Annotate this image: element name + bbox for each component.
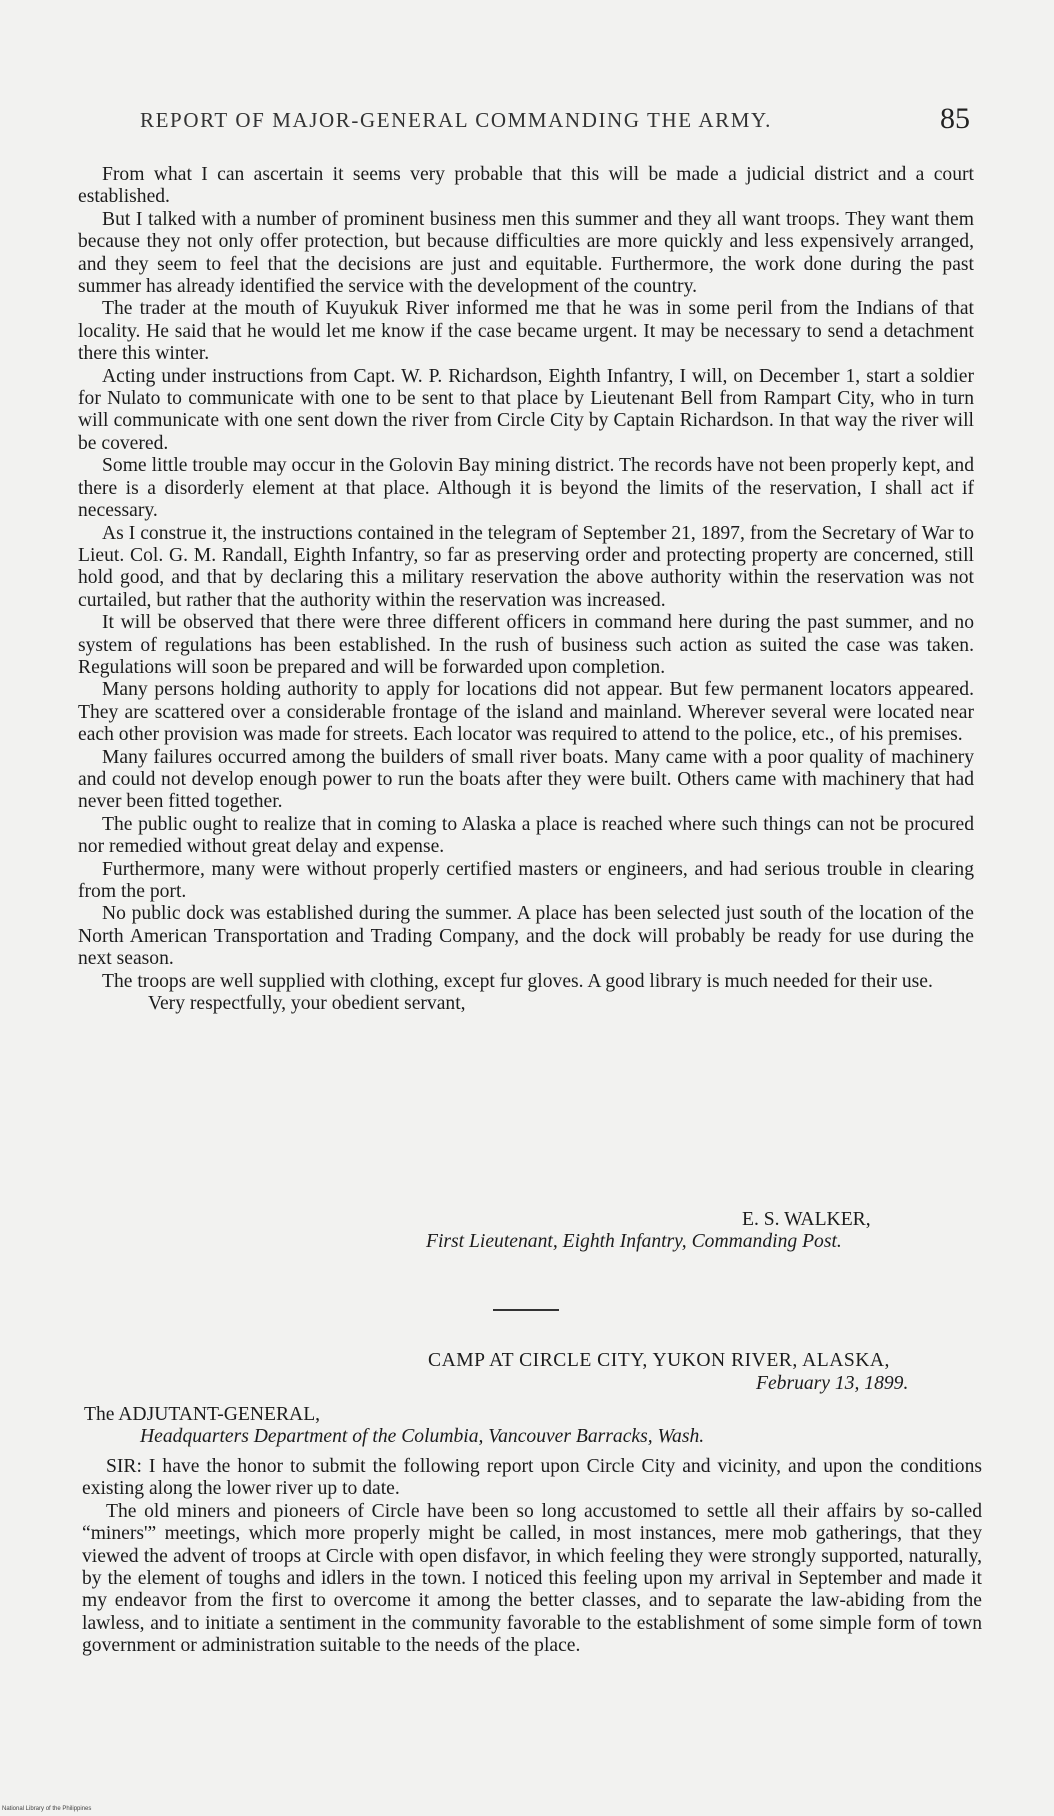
running-title: REPORT OF MAJOR-GENERAL COMMANDING THE ARMY. — [140, 108, 772, 132]
report-circle-city-body — [82, 1456, 982, 1658]
dateline-place: CAMP AT CIRCLE CITY, YUKON RIVER, ALASKA, — [428, 1350, 890, 1371]
paragraph: The public ought to realize that in coming to Alaska a place is reached where such things can not be procured nor remedied without great delay and expense. — [78, 813, 974, 858]
paragraph: As I construe it, the instructions contained in the telegram of September 21, 1897, from the Secretary of War to Lieut. Col. G. M. Randall, Eighth Infantry, so far as preserving order and protecting property are concerned, still hold good, and that by declaring this a military reservation the above authority within the reservation was not curtailed, but rather that the authority within the reservation was increased. — [78, 522, 974, 611]
addressee-location: Headquarters Department of the Columbia, Vancouver Barracks, Wash. — [140, 1426, 705, 1447]
dateline-date: February 13, 1899. — [756, 1373, 909, 1394]
paragraph: The troops are well supplied with clothing, except fur gloves. A good library is much needed for their use. — [102, 970, 933, 992]
paragraph: The trader at the mouth of Kuyukuk River informed me that he was in some peril from the Indians of that locality. He said that he would let me know if the case became urgent. It may be necessary to send a detachment there this winter. — [78, 298, 974, 365]
paragraph: Many failures occurred among the builders of small river boats. Many came with a poor quality of machinery and could not develop enough power to run the boats after they were built. Others came with machinery that had never been fitted together. — [78, 746, 974, 813]
paragraph: SIR: I have the honor to submit the following report upon Circle City and vicinity, and upon the conditions existing along the lower river up to date. — [82, 1456, 982, 1500]
paragraph: From what I can ascertain it seems very probable that this will be made a judicial district and a court established. — [78, 164, 974, 208]
paragraph: But I talked with a number of prominent business men this summer and they all want troops. They want them because they not only offer protection, but because difficulties are more quickly and less expensively arranged, and they seem to feel that the decisions are just and equitable. Furthermore, the work done during the past summer has already identified the service with the development of the country. — [78, 208, 974, 298]
paragraph: Some little trouble may occur in the Golovin Bay mining district. The records have not been properly kept, and there is a disorderly element at that place. Although it is beyond the limits of the reservation, I shall act if necessary. — [78, 455, 974, 522]
running-header — [140, 102, 970, 135]
paragraph: Acting under instructions from Capt. W. P. Richardson, Eighth Infantry, I will, on December 1, start a soldier for Nulato to communicate with one to be sent to that place by Lieutenant Bell from Rampart City, who in turn will communicate with one sent down the river from Circle City by Captain Richardson. In that way the river will be covered. — [78, 365, 974, 454]
closing-line: Very respectfully, your obedient servant, — [148, 993, 466, 1015]
addressee: The ADJUTANT-GENERAL, — [84, 1404, 321, 1425]
paragraph: Furthermore, many were without properly certified masters or engineers, and had serious trouble in clearing from the port. — [78, 858, 974, 902]
signature-title: First Lieutenant, Eighth Infantry, Commanding Post. — [426, 1231, 842, 1252]
signature-block — [0, 1209, 952, 1253]
paragraph: The old miners and pioneers of Circle have been so long accustomed to settle all their affairs by so-called “miners'” meetings, which more properly might be called, in most instances, mere mob gatherings, that they viewed the advent of troops at Circle with open disfavor, in which feeling they were strongly supported, naturally, by the element of toughs and idlers in the town. I noticed this feeling upon my arrival in September and made it my endeavor from the first to overcome it among the better classes, and to separate the law-abiding from the lawless, and to initiate a sentiment in the community favorable to the establishment of some simple form of town government or administration suitable to the needs of the place. — [82, 1500, 982, 1657]
library-credit: National Library of the Philippines — [2, 1806, 92, 1812]
paragraph: No public dock was established during the summer. A place has been selected just south of the location of the North American Transportation and Trading Company, and the dock will probably be ready for use during the next season. — [78, 903, 974, 970]
section-divider — [493, 1309, 559, 1311]
paragraph: Many persons holding authority to apply for locations did not appear. But few permanent locators appeared. They are scattered over a considerable frontage of the island and mainland. Wherever several were located near each other provision was made for streets. Each locator was required to attend to the police, etc., of his premises. — [78, 679, 974, 746]
signature-name: E. S. WALKER, — [742, 1209, 871, 1230]
paragraph: It will be observed that there were three different officers in command here during the past summer, and no system of regulations has been established. In the rush of business such action as suited the case was taken. Regulations will soon be prepared and will be forwarded upon completion. — [78, 612, 974, 678]
report-walker-body — [78, 164, 974, 1015]
page-number: 85 — [940, 102, 970, 135]
